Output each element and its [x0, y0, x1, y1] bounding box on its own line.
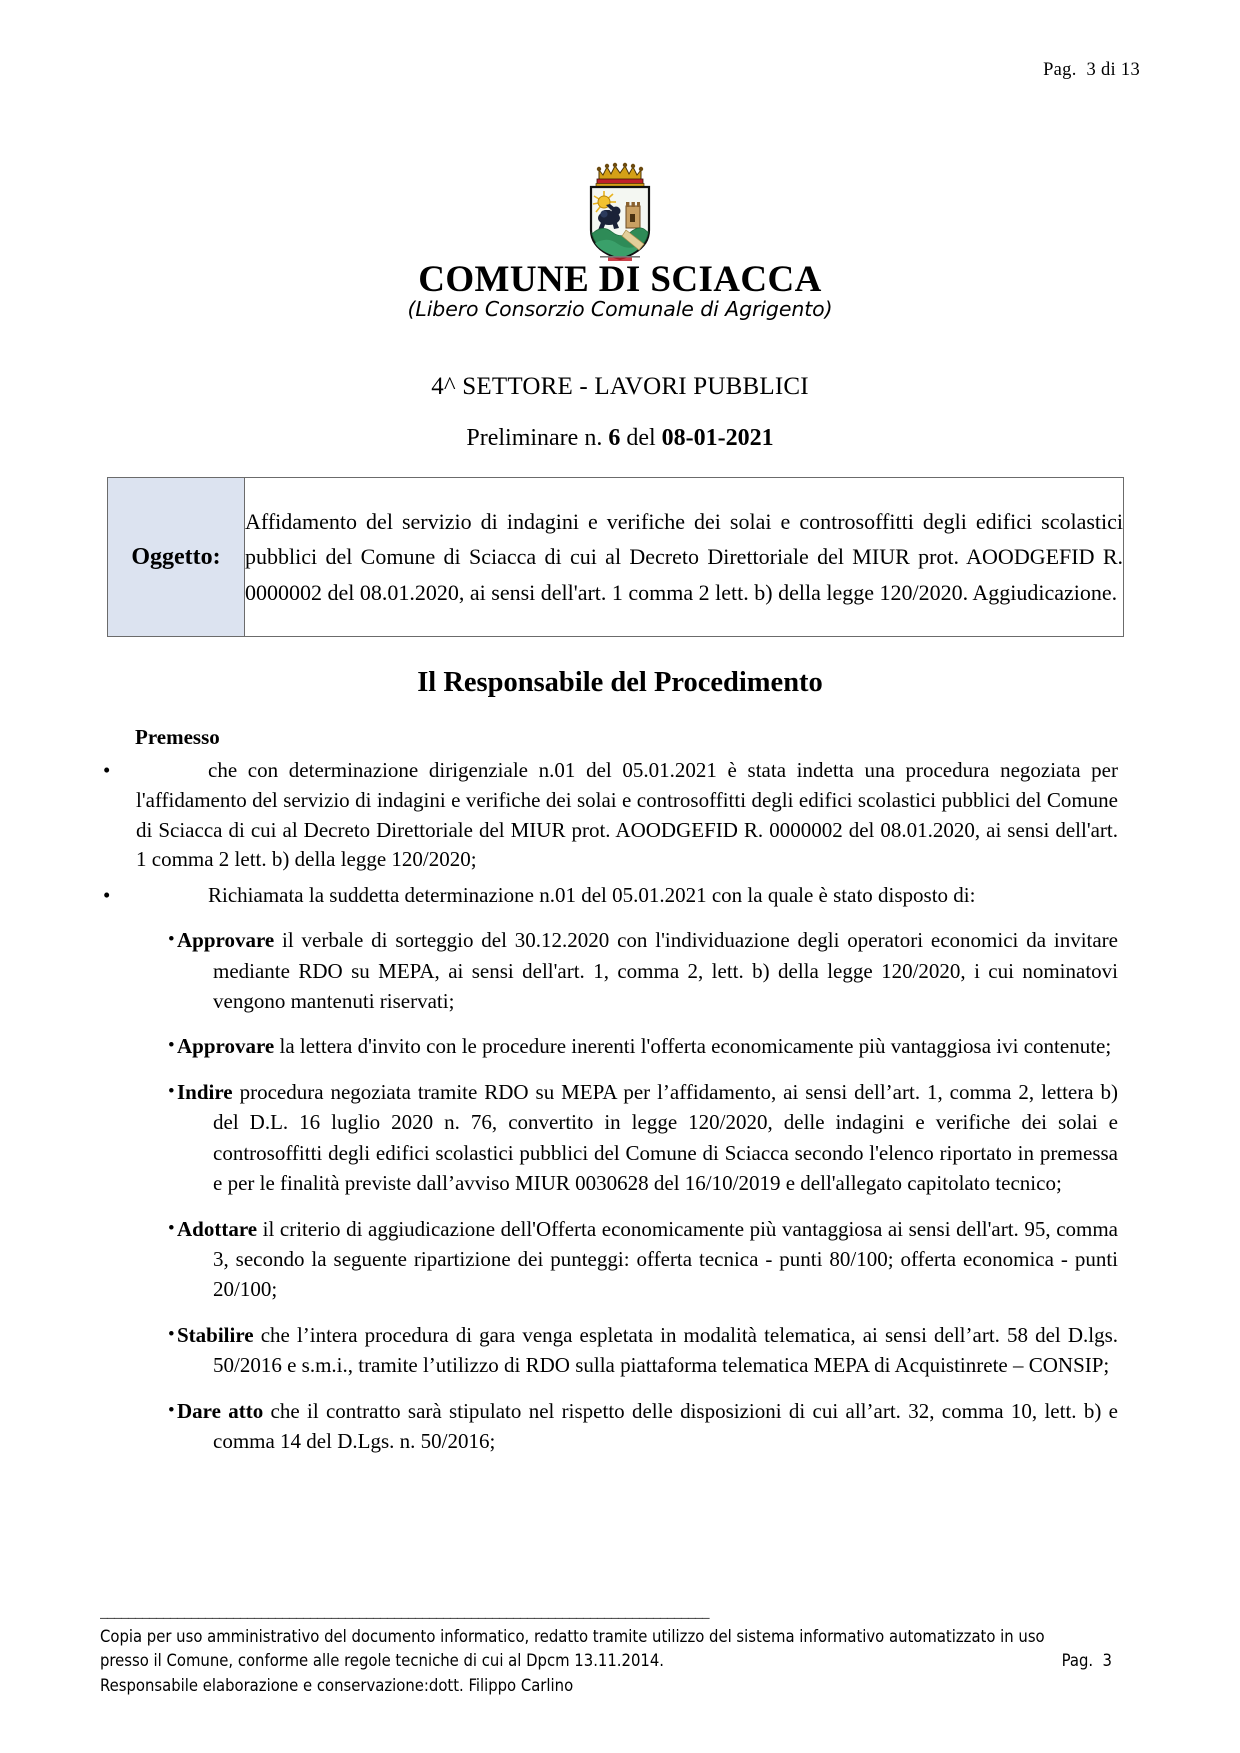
- list-item-keyword: Indire: [177, 1079, 233, 1104]
- preliminary-prefix: Preliminare n.: [466, 425, 609, 451]
- premesso-label: Premesso: [135, 725, 220, 749]
- bullet-icon: •: [168, 1217, 175, 1239]
- bullet-icon: •: [168, 1399, 175, 1421]
- table-row: [108, 478, 1124, 637]
- footer-line-2-text: presso il Comune, conforme alle regole tecniche di cui al Dpcm 13.11.2014.: [100, 1651, 664, 1671]
- list-item-text: [177, 1396, 1118, 1457]
- list-item-body: che il contratto sarà stipulato nel rispetto delle disposizioni di cui all’art. 32, comma 10, lett. b) e comma 14 del D.Lgs. n. 50/2016;: [213, 1398, 1118, 1454]
- list-item: [168, 1077, 1118, 1199]
- footer-line-2: [100, 1649, 1112, 1673]
- list-item-body: il criterio di aggiudicazione dell'Offerta economicamente più vantaggiosa ai sensi dell'art. 95, comma 3, secondo la seguente ripartizione dei punteggi: offerta tecnica - punti 80/100; offerta economica - punti 20/100;: [213, 1216, 1118, 1302]
- list-item-keyword: Stabilire: [177, 1322, 254, 1347]
- list-item: [168, 1320, 1118, 1381]
- list-item-text: [177, 1031, 1118, 1061]
- bullet-icon: •: [168, 929, 175, 951]
- paragraph-body: che con determinazione dirigenziale n.01 del 05.01.2021 è stata indetta una procedura negoziata per l'affidamento del servizio di indagini e verifiche dei solai e controsoffitti degli edifici scolastici pubblici del Comune di Sciacca di cui al Decreto Direttoriale del MIUR prot. AOODGEFID R. 0000002 del 08.01.2020, ai sensi dell'art. 1 comma 2 lett. b) della legge 120/2020;: [136, 758, 1118, 872]
- list-item-keyword: Dare atto: [177, 1398, 264, 1423]
- footer-line-1: Copia per uso amministrativo del documento informatico, redatto tramite utilizzo del sistema informativo automatizzato in uso: [100, 1627, 1045, 1646]
- list-item: [168, 1396, 1118, 1457]
- preliminary-mid: del: [620, 425, 662, 451]
- list-item-keyword: Approvare: [177, 928, 275, 953]
- paragraph-body: Richiamata la suddetta determinazione n.01 del 05.01.2021 con la quale è stato disposto di:: [208, 883, 976, 908]
- oggetto-body-cell: Affidamento del servizio di indagini e verifiche dei solai e controsoffitti degli edifici scolastici pubblici del Comune di Sciacca di cui al Decreto Direttoriale del MIUR prot. AOODGEFID R. 0000002 del 08.01.2020, ai sensi dell'art. 1 comma 2 lett. b) della legge 120/2020. Aggiudicazione.: [245, 478, 1124, 637]
- bullet-icon: •: [168, 1080, 175, 1102]
- list-item-text: [177, 1320, 1118, 1381]
- responsabile-heading: Il Responsabile del Procedimento: [417, 667, 823, 698]
- oggetto-table: [107, 477, 1124, 637]
- preliminary-date: 08-01-2021: [661, 425, 774, 451]
- footer-page-label: Pag. 3: [1061, 1651, 1112, 1671]
- list-item-keyword: Approvare: [177, 1034, 275, 1059]
- preliminary-number: 6: [608, 425, 621, 451]
- bullet-icon: •: [168, 1035, 175, 1057]
- list-item-body: il verbale di sorteggio del 30.12.2020 con l'individuazione degli operatori economici da invitare mediante RDO su MEPA, ai sensi dell'art. 1, comma 2, lett. b) della legge 120/2020, i cui nominatovi vengono mantenuti riservati;: [213, 928, 1118, 1013]
- list-item-text: [177, 1077, 1118, 1199]
- oggetto-label-cell: Oggetto:: [108, 478, 245, 637]
- list-item: [168, 925, 1118, 1016]
- paragraph-text: [136, 756, 1118, 875]
- body-content: [100, 725, 1118, 1472]
- coat-of-arms-icon: [582, 158, 658, 262]
- list-item: [168, 1031, 1118, 1061]
- list-item-body: che l’intera procedura di gara venga espletata in modalità telematica, ai sensi dell’art. 58 del D.lgs. 50/2016 e s.m.i., tramite l’utilizzo di RDO sulla piattaforma telematica MEPA di Acquistinrete – CONSIP;: [213, 1322, 1118, 1378]
- page-title: COMUNE DI SCIACCA: [418, 259, 822, 300]
- list-item-body: la lettera d'invito con le procedure inerenti l'offerta economicamente più vantaggiosa ivi contenute;: [274, 1034, 1112, 1059]
- bullet-icon: •: [103, 883, 111, 908]
- list-item: [168, 1214, 1118, 1305]
- bullet-icon: •: [168, 1323, 175, 1345]
- page-number-header: Pag. 3 di 13: [1043, 60, 1140, 80]
- paragraph-item: [100, 756, 1118, 875]
- emblem-container: [0, 158, 1240, 262]
- sector-title: 4^ SETTORE - LAVORI PUBBLICI: [431, 373, 809, 400]
- page-subtitle: (Libero Consorzio Comunale di Agrigento): [407, 297, 833, 321]
- footer-text: [100, 1625, 1112, 1698]
- disposizioni-list: [168, 925, 1118, 1457]
- preliminary-line: [0, 425, 1240, 452]
- list-item-text: [177, 1214, 1118, 1305]
- list-item-keyword: Adottare: [177, 1216, 258, 1241]
- footer-divider: _______________________________________________________________________________________: [100, 1605, 709, 1621]
- list-item-text: [177, 925, 1118, 1016]
- footer-line-3: Responsabile elaborazione e conservazione:dott. Filippo Carlino: [100, 1675, 574, 1695]
- paragraph-text: [136, 881, 1118, 911]
- list-item-body: procedura negoziata tramite RDO su MEPA per l’affidamento, ai sensi dell’art. 1, comma 2, lettera b) del D.L. 16 luglio 2020 n. 76, convertito in legge 120/2020, delle indagini e verifiche dei solai e controsoffitti degli edifici scolastici pubblici del Comune di Sciacca secondo l'elenco riportato in premessa e per le finalità previste dall’avviso MIUR 0030628 del 16/10/2019 e dell'allegato capitolato tecnico;: [213, 1079, 1118, 1196]
- bullet-icon: •: [103, 758, 111, 782]
- paragraph-item: [100, 881, 1118, 911]
